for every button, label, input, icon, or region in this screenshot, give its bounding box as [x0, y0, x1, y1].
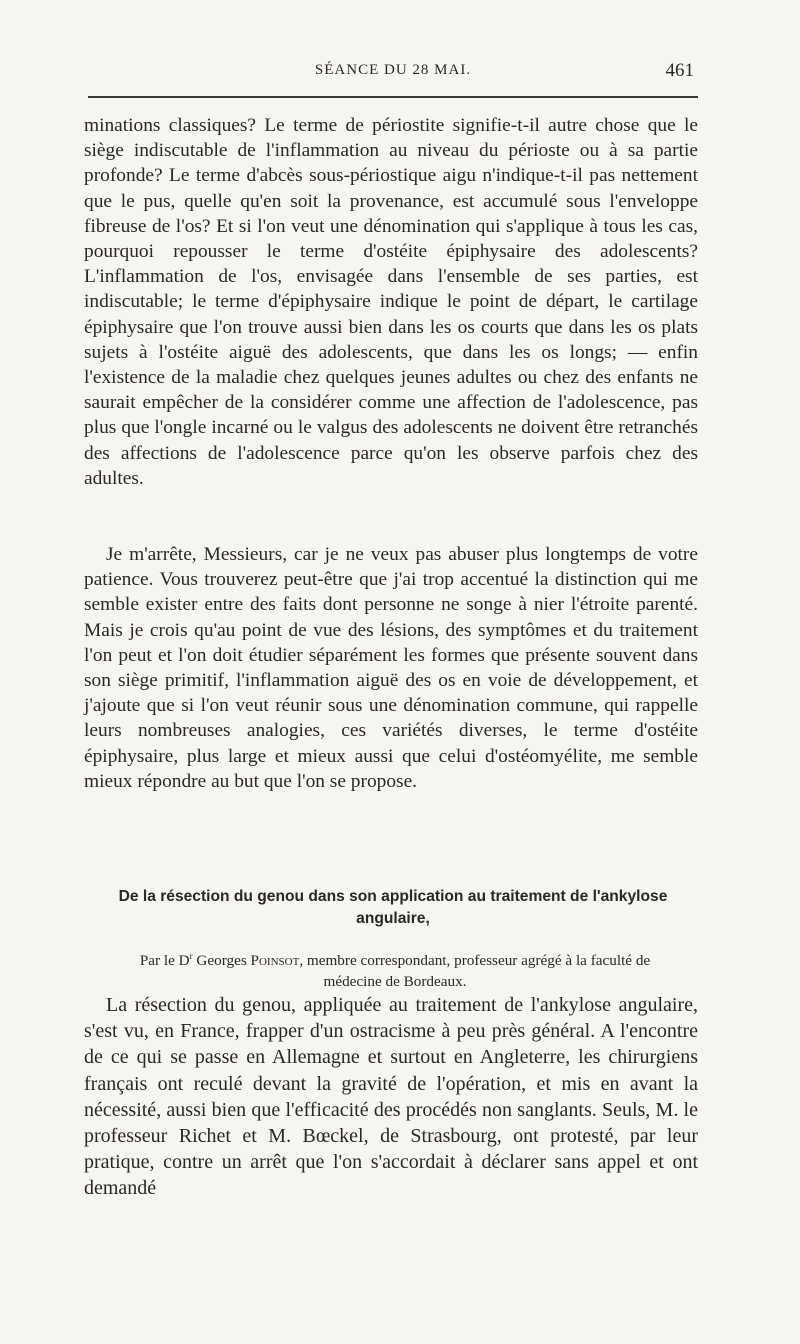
byline-surname: Poinsot: [250, 952, 300, 969]
article-title: De la résection du genou dans son application au traitement de l'ankylose angulaire,: [118, 888, 668, 927]
byline-prefix: Par le D: [139, 952, 190, 969]
paragraph-continuation: [84, 113, 698, 491]
paragraph-1-text: minations classiques? Le terme de périostite signifie-t-il autre chose que le siège indiscutable de l'inflammation au niveau du périoste ou à sa partie profonde? Le terme d'abcès sous-périostique aigu n'indique-t-il pas nettement que le pus, quelle qu'en soit la provenance, est accumulé sous l'enveloppe fibreuse de l'os? Et si l'on veut une dénomination qui s'applique à tous les cas, pourquoi repousser le terme d'ostéite épiphysaire des adolescents? L'inflammation de l'os, envisagée dans l'ensemble de ses parties, est indiscutable; le terme d'épiphysaire indique le point de départ, le cartilage épiphysaire que l'on trouve aussi bien dans les os courts que dans les os plats sujets à l'ostéite aiguë des adolescents, que dans les os longs; — enfin l'existence de la maladie chez quelques jeunes adultes ou chez des enfants ne saurait empêcher de la considérer comme une affection de l'adolescence, pas plus que l'ongle incarné ou le valgus des adolescents ne doivent être retranchés des affections de l'adolescence parce qu'on les observe parfois chez des adultes.: [84, 115, 698, 489]
byline-rest: , membre correspondant, professeur agrégé à la faculté de médecine de Bordeaux.: [299, 952, 651, 990]
page-number: 461: [665, 60, 694, 81]
byline-firstname: Georges: [196, 952, 247, 969]
running-title: SÉANCE DU 28 MAI.: [314, 62, 472, 78]
article-byline: [110, 950, 680, 992]
paragraph-3-text: La résection du genou, appliquée au traitement de l'ankylose angulaire, s'est vu, en France, frapper d'un ostracisme à peu près général. A l'encontre de ce qui se passe en Allemagne et surtout en Angleterre, les chirurgiens français ont reculé devant la gravité de l'opération, et mis en avant la nécessité, aussi bien que l'efficacité des procédés non sanglants. Seuls, M. le professeur Richet et M. Bœckel, de Strasbourg, ont protesté, par leur pratique, contre un arrêt que l'on s'accordait à déclarer sans appel et ont demandé: [84, 994, 698, 1200]
page-header: [88, 60, 698, 88]
paragraph-conclusion: [84, 542, 698, 794]
paragraph-2-text: Je m'arrête, Messieurs, car je ne veux pas abuser plus longtemps de votre patience. Vous trouverez peut-être que j'ai trop accentué la distinction qui me semble exister entre des faits dont personne ne songe à nier l'étroite parenté. Mais je crois qu'au point de vue des lésions, des symptômes et du traitement l'on peut et l'on doit étudier séparément les formes que présente souvent dans son siège primitif, l'inflammation aiguë des os en voie de développement, et j'ajoute que si l'on veut réunir sous une dénomination commune, qui rappelle leurs nombreuses analogies, ces variétés diverses, le terme d'ostéite épiphysaire, plus large et mieux aussi que celui d'ostéomyélite, me semble mieux répondre au but que l'on se propose.: [84, 544, 698, 792]
byline-superscript: r: [189, 950, 193, 961]
article-first-paragraph: [84, 992, 698, 1202]
header-rule: [88, 96, 698, 98]
